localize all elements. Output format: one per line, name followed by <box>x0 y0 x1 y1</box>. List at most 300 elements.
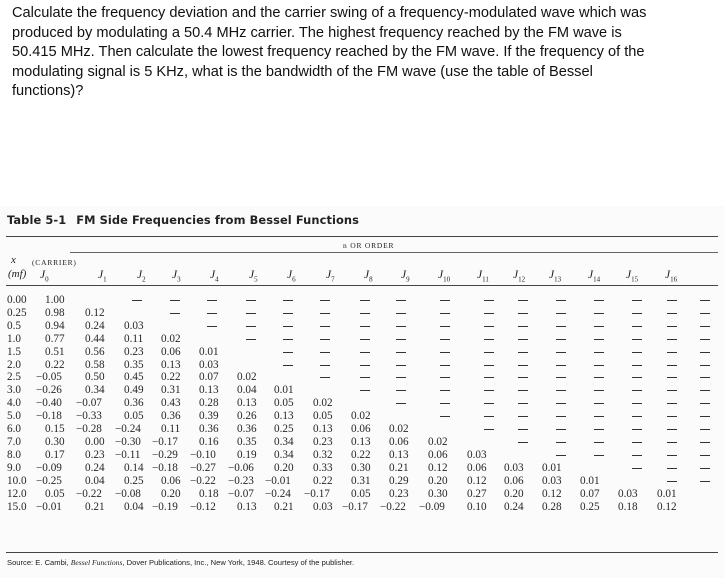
empty-cell-dash <box>320 313 330 314</box>
row-x-value: 5.0 <box>7 410 21 422</box>
empty-cell-dash <box>440 377 450 378</box>
row-x-value: 4.0 <box>7 397 21 409</box>
empty-cell-dash <box>484 429 494 430</box>
table-cell: 0.20 <box>161 488 181 500</box>
empty-cell-dash <box>518 313 528 314</box>
header-j0: $J_0$ <box>40 269 49 284</box>
table-cell: 0.10 <box>467 501 487 513</box>
empty-cell-dash <box>132 300 142 301</box>
table-cell: 0.13 <box>351 436 371 448</box>
table-label: Table 5-1 <box>7 213 67 227</box>
empty-cell-dash <box>667 403 677 404</box>
table-cell: −0.18 <box>152 462 178 474</box>
empty-cell-dash <box>440 416 450 417</box>
empty-cell-dash <box>484 365 494 366</box>
mf-label: (mf) <box>8 268 27 280</box>
empty-cell-dash <box>440 352 450 353</box>
empty-cell-dash <box>518 403 528 404</box>
header-j16: $J_{16}$ <box>665 269 678 284</box>
row-x-value: 0.5 <box>7 320 21 332</box>
empty-cell-dash <box>667 429 677 430</box>
row-x-value: 10.0 <box>7 475 27 487</box>
empty-cell-dash <box>667 377 677 378</box>
empty-cell-dash <box>484 403 494 404</box>
empty-cell-dash <box>396 390 406 391</box>
header-j12: $J_{12}$ <box>513 269 526 284</box>
table-cell: 0.11 <box>161 423 181 435</box>
empty-cell-dash <box>700 468 710 469</box>
table-cell: 0.01 <box>657 488 677 500</box>
empty-cell-dash <box>518 339 528 340</box>
empty-cell-dash <box>518 300 528 301</box>
empty-cell-dash <box>440 339 450 340</box>
empty-cell-dash <box>667 352 677 353</box>
empty-cell-dash <box>632 429 642 430</box>
empty-cell-dash <box>556 390 566 391</box>
row-x-value: 0.25 <box>7 307 27 319</box>
row-x-value: 2.0 <box>7 359 21 371</box>
table-cell: 0.25 <box>580 501 600 513</box>
empty-cell-dash <box>632 326 642 327</box>
empty-cell-dash <box>700 377 710 378</box>
table-cell: 0.12 <box>85 307 105 319</box>
table-cell: −0.17 <box>342 501 368 513</box>
empty-cell-dash <box>632 313 642 314</box>
table-cell: 0.34 <box>85 384 105 396</box>
empty-cell-dash <box>440 390 450 391</box>
empty-cell-dash <box>360 377 370 378</box>
empty-cell-dash <box>594 365 604 366</box>
empty-cell-dash <box>594 313 604 314</box>
empty-cell-dash <box>320 339 330 340</box>
empty-cell-dash <box>518 442 528 443</box>
empty-cell-dash <box>518 377 528 378</box>
table-cell: 0.04 <box>124 501 144 513</box>
table-cell: −0.25 <box>36 475 62 487</box>
table-cell: −0.05 <box>36 371 62 383</box>
table-cell: 0.36 <box>237 423 257 435</box>
empty-cell-dash <box>360 339 370 340</box>
empty-cell-dash <box>594 300 604 301</box>
table-cell: −0.19 <box>152 501 178 513</box>
table-cell: 0.24 <box>85 462 105 474</box>
empty-cell-dash <box>700 300 710 301</box>
table-cell: 0.01 <box>580 475 600 487</box>
table-cell: 0.06 <box>161 346 181 358</box>
row-x-value: 0.00 <box>7 294 27 306</box>
empty-cell-dash <box>594 377 604 378</box>
table-cell: 0.18 <box>618 501 638 513</box>
empty-cell-dash <box>283 300 293 301</box>
empty-cell-dash <box>700 455 710 456</box>
empty-cell-dash <box>396 403 406 404</box>
row-x-value: 15.0 <box>7 501 27 513</box>
table-cell: 0.13 <box>389 449 409 461</box>
empty-cell-dash <box>632 442 642 443</box>
empty-cell-dash <box>700 429 710 430</box>
empty-cell-dash <box>632 377 642 378</box>
table-cell: −0.28 <box>76 423 102 435</box>
empty-cell-dash <box>283 352 293 353</box>
table-cell: 0.04 <box>237 384 257 396</box>
question-text: Calculate the frequency deviation and the carrier swing of a frequency-modulated wave which was produced by modulating a 50.4 MHz carrier. The highest frequency reached by the FM wave is 50.415 MHz. Then calculate the lowest frequency reached by the FM wave. If the frequency of the modulating signal is 5 KHz, what is the bandwidth of the FM wave (use the table of Bessel functions)? <box>12 5 647 100</box>
empty-cell-dash <box>396 326 406 327</box>
table-cell: 0.98 <box>45 307 65 319</box>
table-cell: 0.05 <box>351 488 371 500</box>
table-cell: 0.20 <box>428 475 448 487</box>
header-j1: $J_1$ <box>98 269 107 284</box>
table-cell: 0.22 <box>161 371 181 383</box>
table-cell: 0.03 <box>467 449 487 461</box>
empty-cell-dash <box>484 416 494 417</box>
table-cell: 0.24 <box>85 320 105 332</box>
table-cell: 1.00 <box>45 294 65 306</box>
table-cell: 0.27 <box>467 488 487 500</box>
empty-cell-dash <box>667 300 677 301</box>
empty-cell-dash <box>170 300 180 301</box>
table-cell: 0.34 <box>274 436 294 448</box>
empty-cell-dash <box>556 403 566 404</box>
table-cell: 0.22 <box>351 449 371 461</box>
table-cell: 0.13 <box>161 359 181 371</box>
empty-cell-dash <box>484 300 494 301</box>
empty-cell-dash <box>246 326 256 327</box>
table-cell: 0.28 <box>542 501 562 513</box>
table-cell: 0.58 <box>85 359 105 371</box>
row-x-value: 2.5 <box>7 371 21 383</box>
table-cell: 0.22 <box>313 475 333 487</box>
empty-cell-dash <box>594 416 604 417</box>
source-suffix: , Dover Publications, Inc., New York, 1948. Courtesy of the publisher. <box>122 558 355 567</box>
table-cell: 0.03 <box>313 501 333 513</box>
table-cell: 0.01 <box>274 384 294 396</box>
header-j14: $J_{14}$ <box>588 269 601 284</box>
header-j8: $J_8$ <box>364 269 373 284</box>
empty-cell-dash <box>518 365 528 366</box>
empty-cell-dash <box>556 377 566 378</box>
empty-cell-dash <box>700 365 710 366</box>
empty-cell-dash <box>396 300 406 301</box>
table-cell: 0.05 <box>124 410 144 422</box>
empty-cell-dash <box>518 429 528 430</box>
table-cell: 0.94 <box>45 320 65 332</box>
empty-cell-dash <box>518 352 528 353</box>
table-cell: −0.09 <box>36 462 62 474</box>
empty-cell-dash <box>518 416 528 417</box>
empty-cell-dash <box>360 300 370 301</box>
empty-cell-dash <box>440 313 450 314</box>
table-cell: 0.23 <box>389 488 409 500</box>
table-cell: −0.17 <box>152 436 178 448</box>
empty-cell-dash <box>632 365 642 366</box>
table-cell: 0.06 <box>428 449 448 461</box>
table-cell: −0.08 <box>115 488 141 500</box>
table-cell: −0.24 <box>265 488 291 500</box>
row-x-value: 8.0 <box>7 449 21 461</box>
empty-cell-dash <box>360 326 370 327</box>
empty-cell-dash <box>632 300 642 301</box>
table-cell: 0.18 <box>199 488 219 500</box>
table-cell: 0.05 <box>274 397 294 409</box>
table-cell: 0.06 <box>389 436 409 448</box>
empty-cell-dash <box>667 313 677 314</box>
table-cell: 0.02 <box>351 410 371 422</box>
table-cell: 0.35 <box>124 359 144 371</box>
table-cell: 0.03 <box>199 359 219 371</box>
empty-cell-dash <box>283 365 293 366</box>
table-cell: 0.33 <box>313 462 333 474</box>
table-cell: 0.51 <box>45 346 65 358</box>
table-cell: 0.24 <box>504 501 524 513</box>
header-j6: $J_6$ <box>287 269 296 284</box>
table-cell: 0.00 <box>85 436 105 448</box>
empty-cell-dash <box>484 377 494 378</box>
empty-cell-dash <box>556 300 566 301</box>
header-j10: $J_{10}$ <box>438 269 451 284</box>
table-cell: 0.20 <box>274 462 294 474</box>
table-cell: −0.01 <box>36 501 62 513</box>
header-j5: $J_5$ <box>249 269 258 284</box>
empty-cell-dash <box>556 313 566 314</box>
table-cell: 0.03 <box>504 462 524 474</box>
table-cell: 0.14 <box>124 462 144 474</box>
empty-cell-dash <box>556 365 566 366</box>
table-cell: 0.12 <box>542 488 562 500</box>
row-x-value: 9.0 <box>7 462 21 474</box>
table-cell: 0.02 <box>237 371 257 383</box>
table-cell: 0.07 <box>199 371 219 383</box>
empty-cell-dash <box>518 390 528 391</box>
empty-cell-dash <box>700 313 710 314</box>
empty-cell-dash <box>594 326 604 327</box>
order-rule <box>70 252 718 253</box>
source-prefix: Source: E. Cambi, <box>7 558 71 567</box>
empty-cell-dash <box>320 326 330 327</box>
table-title <box>7 213 359 227</box>
empty-cell-dash <box>594 403 604 404</box>
empty-cell-dash <box>283 313 293 314</box>
empty-cell-dash <box>170 313 180 314</box>
table-title-text: FM Side Frequencies from Bessel Functions <box>76 213 360 227</box>
table-cell: 0.20 <box>504 488 524 500</box>
header-j2: $J_2$ <box>137 269 146 284</box>
table-cell: 0.21 <box>274 501 294 513</box>
empty-cell-dash <box>207 326 217 327</box>
empty-cell-dash <box>667 468 677 469</box>
table-cell: 0.30 <box>428 488 448 500</box>
header-j13: $J_{13}$ <box>549 269 562 284</box>
table-cell: 0.23 <box>313 436 333 448</box>
table-cell: 0.23 <box>124 346 144 358</box>
table-cell: 0.03 <box>124 320 144 332</box>
empty-cell-dash <box>556 416 566 417</box>
table-cell: 0.30 <box>45 436 65 448</box>
empty-cell-dash <box>594 352 604 353</box>
table-cell: −0.07 <box>228 488 254 500</box>
header-j11: $J_{11}$ <box>477 269 489 284</box>
empty-cell-dash <box>700 390 710 391</box>
table-cell: 0.12 <box>467 475 487 487</box>
empty-cell-dash <box>396 352 406 353</box>
table-cell: 0.50 <box>85 371 105 383</box>
table-cell: 0.30 <box>351 462 371 474</box>
table-cell: 0.35 <box>237 436 257 448</box>
empty-cell-dash <box>700 403 710 404</box>
empty-cell-dash <box>484 313 494 314</box>
table-cell: 0.77 <box>45 333 65 345</box>
table-cell: 0.29 <box>389 475 409 487</box>
empty-cell-dash <box>360 365 370 366</box>
table-cell: 0.06 <box>504 475 524 487</box>
header-j9: $J_9$ <box>401 269 410 284</box>
header-j15: $J_{15}$ <box>626 269 639 284</box>
table-cell: −0.22 <box>190 475 216 487</box>
empty-cell-dash <box>594 455 604 456</box>
table-cell: 0.13 <box>237 501 257 513</box>
table-cell: −0.12 <box>190 501 216 513</box>
table-cell: −0.17 <box>304 488 330 500</box>
empty-cell-dash <box>632 339 642 340</box>
empty-cell-dash <box>632 352 642 353</box>
empty-cell-dash <box>246 339 256 340</box>
empty-cell-dash <box>667 326 677 327</box>
table-cell: 0.13 <box>199 384 219 396</box>
table-cell: 0.43 <box>161 397 181 409</box>
empty-cell-dash <box>700 352 710 353</box>
table-cell: 0.01 <box>542 462 562 474</box>
empty-cell-dash <box>207 300 217 301</box>
table-cell: −0.40 <box>36 397 62 409</box>
empty-cell-dash <box>594 429 604 430</box>
header-j4: $J_4$ <box>210 269 219 284</box>
empty-cell-dash <box>207 313 217 314</box>
empty-cell-dash <box>700 416 710 417</box>
bottom-rule <box>6 552 718 553</box>
table-cell: 0.02 <box>161 333 181 345</box>
empty-cell-dash <box>440 365 450 366</box>
table-cell: −0.33 <box>76 410 102 422</box>
table-cell: 0.45 <box>124 371 144 383</box>
table-cell: 0.17 <box>45 449 65 461</box>
empty-cell-dash <box>246 313 256 314</box>
empty-cell-dash <box>700 442 710 443</box>
empty-cell-dash <box>484 326 494 327</box>
header-rule <box>6 285 718 286</box>
table-cell: 0.15 <box>45 423 65 435</box>
empty-cell-dash <box>246 300 256 301</box>
table-cell: −0.09 <box>419 501 445 513</box>
table-cell: −0.29 <box>152 449 178 461</box>
table-cell: 0.36 <box>199 423 219 435</box>
empty-cell-dash <box>283 326 293 327</box>
empty-cell-dash <box>484 339 494 340</box>
table-cell: 0.36 <box>124 397 144 409</box>
empty-cell-dash <box>556 352 566 353</box>
empty-cell-dash <box>667 442 677 443</box>
empty-cell-dash <box>440 326 450 327</box>
table-cell: 0.11 <box>124 333 144 345</box>
empty-cell-dash <box>700 339 710 340</box>
empty-cell-dash <box>396 377 406 378</box>
row-x-value: 7.0 <box>7 436 21 448</box>
table-cell: 0.56 <box>85 346 105 358</box>
table-cell: 0.16 <box>199 436 219 448</box>
bessel-table-image <box>0 206 725 578</box>
table-cell: 0.19 <box>237 449 257 461</box>
empty-cell-dash <box>396 339 406 340</box>
table-cell: −0.22 <box>76 488 102 500</box>
empty-cell-dash <box>396 365 406 366</box>
table-cell: 0.07 <box>580 488 600 500</box>
top-rule <box>6 236 718 237</box>
table-cell: 0.44 <box>85 333 105 345</box>
empty-cell-dash <box>632 390 642 391</box>
table-cell: −0.10 <box>190 449 216 461</box>
empty-cell-dash <box>594 339 604 340</box>
table-cell: 0.13 <box>274 410 294 422</box>
empty-cell-dash <box>632 416 642 417</box>
table-cell: 0.03 <box>618 488 638 500</box>
table-cell: 0.39 <box>199 410 219 422</box>
empty-cell-dash <box>320 377 330 378</box>
table-cell: 0.23 <box>85 449 105 461</box>
table-cell: 0.02 <box>389 423 409 435</box>
table-cell: −0.01 <box>265 475 291 487</box>
table-cell: 0.03 <box>542 475 562 487</box>
order-header: n OR ORDER <box>343 241 395 250</box>
empty-cell-dash <box>594 442 604 443</box>
table-cell: 0.26 <box>237 410 257 422</box>
empty-cell-dash <box>283 339 293 340</box>
table-cell: 0.02 <box>313 397 333 409</box>
empty-cell-dash <box>396 313 406 314</box>
table-cell: −0.23 <box>228 475 254 487</box>
empty-cell-dash <box>700 326 710 327</box>
empty-cell-dash <box>556 442 566 443</box>
table-cell: −0.30 <box>115 436 141 448</box>
table-cell: 0.36 <box>161 410 181 422</box>
table-cell: 0.06 <box>351 423 371 435</box>
table-cell: 0.34 <box>274 449 294 461</box>
header-j7: $J_7$ <box>326 269 335 284</box>
table-cell: 0.21 <box>389 462 409 474</box>
row-x-value: 1.5 <box>7 346 21 358</box>
empty-cell-dash <box>594 390 604 391</box>
row-x-value: 3.0 <box>7 384 21 396</box>
header-j3: $J_3$ <box>172 269 181 284</box>
empty-cell-dash <box>484 390 494 391</box>
empty-cell-dash <box>632 403 642 404</box>
table-cell: 0.13 <box>237 397 257 409</box>
empty-cell-dash <box>360 390 370 391</box>
empty-cell-dash <box>360 313 370 314</box>
empty-cell-dash <box>320 352 330 353</box>
table-cell: 0.32 <box>313 449 333 461</box>
empty-cell-dash <box>320 300 330 301</box>
table-cell: 0.31 <box>161 384 181 396</box>
table-cell: −0.11 <box>115 449 141 461</box>
empty-cell-dash <box>632 455 642 456</box>
table-cell: 0.06 <box>467 462 487 474</box>
table-cell: 0.12 <box>657 501 677 513</box>
empty-cell-dash <box>667 390 677 391</box>
empty-cell-dash <box>667 455 677 456</box>
table-cell: −0.06 <box>228 462 254 474</box>
table-cell: 0.31 <box>351 475 371 487</box>
table-cell: 0.04 <box>85 475 105 487</box>
empty-cell-dash <box>667 365 677 366</box>
row-x-value: 12.0 <box>7 488 27 500</box>
